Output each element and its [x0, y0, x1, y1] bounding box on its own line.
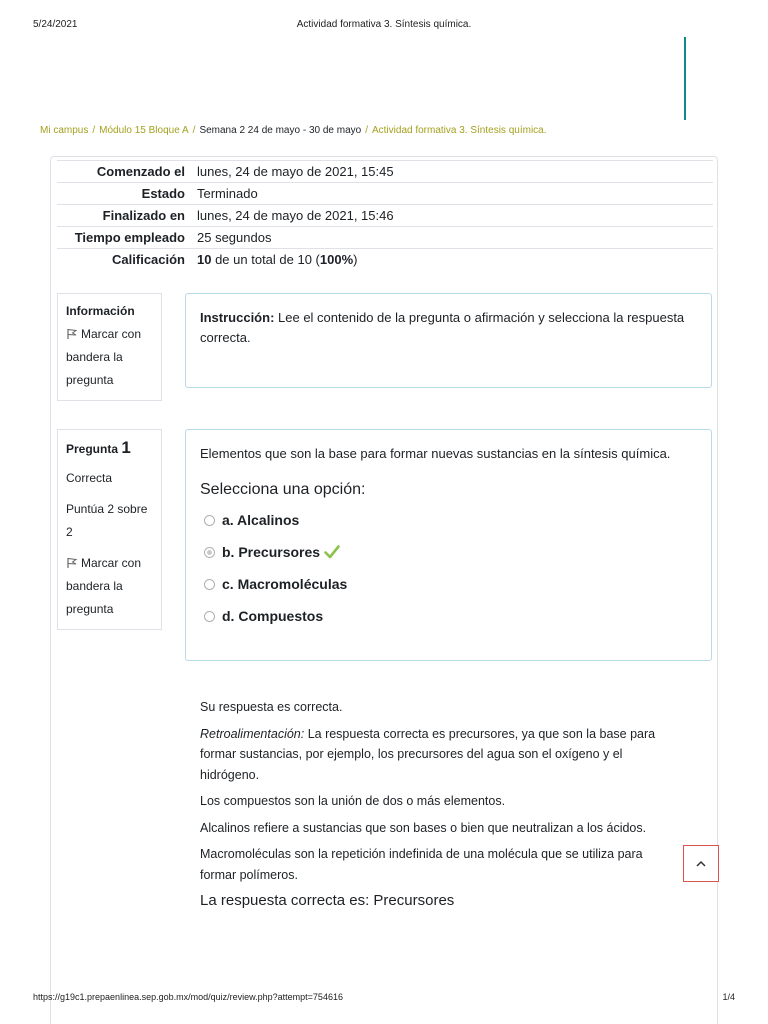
- option-c[interactable]: [200, 568, 697, 600]
- feedback-alcalinos: Alcalinos refiere a sustancias que son bases o bien que neutralizan a los ácidos.: [200, 820, 647, 835]
- chevron-up-icon: [696, 860, 706, 867]
- feedback-compuestos: Los compuestos son la unión de dos o más elementos.: [200, 794, 506, 808]
- back-to-top-button[interactable]: [683, 845, 719, 882]
- question-number-heading: [66, 436, 153, 461]
- info-title: Información: [66, 304, 135, 318]
- grade-percent: 100%: [319, 252, 354, 268]
- question-text: Elementos que son la base para formar nuevas sustancias en la síntesis química.: [200, 446, 671, 461]
- breadcrumb-separator: /: [192, 125, 196, 136]
- flag-label: Marcar con bandera la pregunta: [66, 556, 142, 616]
- radio-a[interactable]: [204, 515, 215, 526]
- option-b-label: b. Precursores: [222, 544, 321, 560]
- grade-score: 10: [197, 252, 212, 268]
- state-value: Terminado: [197, 186, 258, 201]
- grade-value: [191, 249, 713, 271]
- flag-icon: [66, 557, 78, 569]
- breadcrumb-mi-campus[interactable]: Mi campus: [40, 125, 89, 136]
- question-score: Puntúa 2 sobre 2: [66, 502, 148, 539]
- instruction-label: Instrucción:: [200, 310, 275, 325]
- question-1-content: [185, 429, 712, 661]
- option-c-label: c. Macromoléculas: [222, 576, 348, 592]
- option-b[interactable]: [200, 536, 697, 568]
- summary-row-state: [57, 183, 713, 205]
- finished-label: Finalizado en: [102, 208, 185, 223]
- summary-row-time: [57, 227, 713, 249]
- radio-c[interactable]: [204, 579, 215, 590]
- breadcrumb-semana: Semana 2 24 de mayo - 30 de mayo: [199, 125, 362, 136]
- retro-label: Retroalimentación:: [200, 726, 305, 741]
- answer-options: [200, 504, 697, 632]
- grade-end: ): [353, 252, 358, 268]
- radio-d[interactable]: [204, 611, 215, 622]
- breadcrumb-modulo[interactable]: Módulo 15 Bloque A: [99, 125, 189, 136]
- flag-icon: [66, 328, 78, 340]
- grade-label: Calificación: [112, 252, 185, 268]
- question-feedback: [200, 697, 680, 912]
- feedback-retro: [200, 724, 680, 786]
- option-d[interactable]: [200, 600, 697, 632]
- option-a-label: a. Alcalinos: [222, 512, 300, 528]
- time-value: 25 segundos: [197, 230, 272, 245]
- state-label: Estado: [141, 186, 185, 201]
- started-label: Comenzado el: [96, 164, 185, 179]
- summary-row-finished: [57, 205, 713, 227]
- correct-answer: La respuesta correcta es: Precursores: [200, 892, 455, 909]
- print-title: Actividad formativa 3. Síntesis química.: [296, 19, 472, 30]
- radio-b[interactable]: [204, 547, 215, 558]
- print-page-number: 1/4: [722, 992, 735, 1002]
- flag-question-link[interactable]: [66, 552, 153, 621]
- question-1-sidebar: [57, 429, 162, 630]
- breadcrumb-separator: /: [365, 125, 368, 136]
- feedback-result: Su respuesta es correcta.: [200, 700, 343, 714]
- grade-mid: de un total de 10 (: [211, 252, 320, 268]
- print-date: 5/24/2021: [33, 19, 78, 30]
- breadcrumb-separator: /: [92, 125, 96, 136]
- summary-row-started: [57, 161, 713, 183]
- time-label: Tiempo empleado: [74, 230, 185, 245]
- accent-bar: [684, 37, 686, 120]
- question-number: 1: [121, 438, 131, 457]
- instruction-box: [185, 293, 712, 388]
- answer-prompt: Selecciona una opción:: [200, 481, 366, 498]
- attempt-summary-table: [57, 160, 713, 271]
- instruction-text: Lee el contenido de la pregunta o afirmación y selecciona la respuesta correcta.: [200, 310, 685, 345]
- option-a[interactable]: [200, 504, 697, 536]
- summary-row-grade: [57, 249, 713, 271]
- option-d-label: d. Compuestos: [222, 608, 324, 624]
- info-block-sidebar: [57, 293, 162, 401]
- question-label: Pregunta: [66, 442, 119, 456]
- question-status: Correcta: [66, 471, 113, 485]
- feedback-macromoleculas: Macromoléculas son la repetición indefinida de una molécula que se utiliza para formar polímeros.: [200, 847, 643, 882]
- breadcrumb-actividad[interactable]: Actividad formativa 3. Síntesis química.: [371, 125, 547, 136]
- flag-question-link[interactable]: [66, 323, 153, 392]
- finished-value: lunes, 24 de mayo de 2021, 15:46: [197, 208, 394, 223]
- flag-label: Marcar con bandera la pregunta: [66, 327, 142, 387]
- retro-text: La respuesta correcta es precursores, ya que son la base para formar sustancias, por ejemplo, los precursores del agua son el oxígeno y el hidrógeno.: [200, 726, 656, 782]
- print-url: https://g19c1.prepaenlinea.sep.gob.mx/mod/quiz/review.php?attempt=754616: [33, 992, 343, 1002]
- check-icon: [324, 545, 340, 559]
- breadcrumb: [40, 125, 547, 136]
- started-value: lunes, 24 de mayo de 2021, 15:45: [197, 164, 394, 179]
